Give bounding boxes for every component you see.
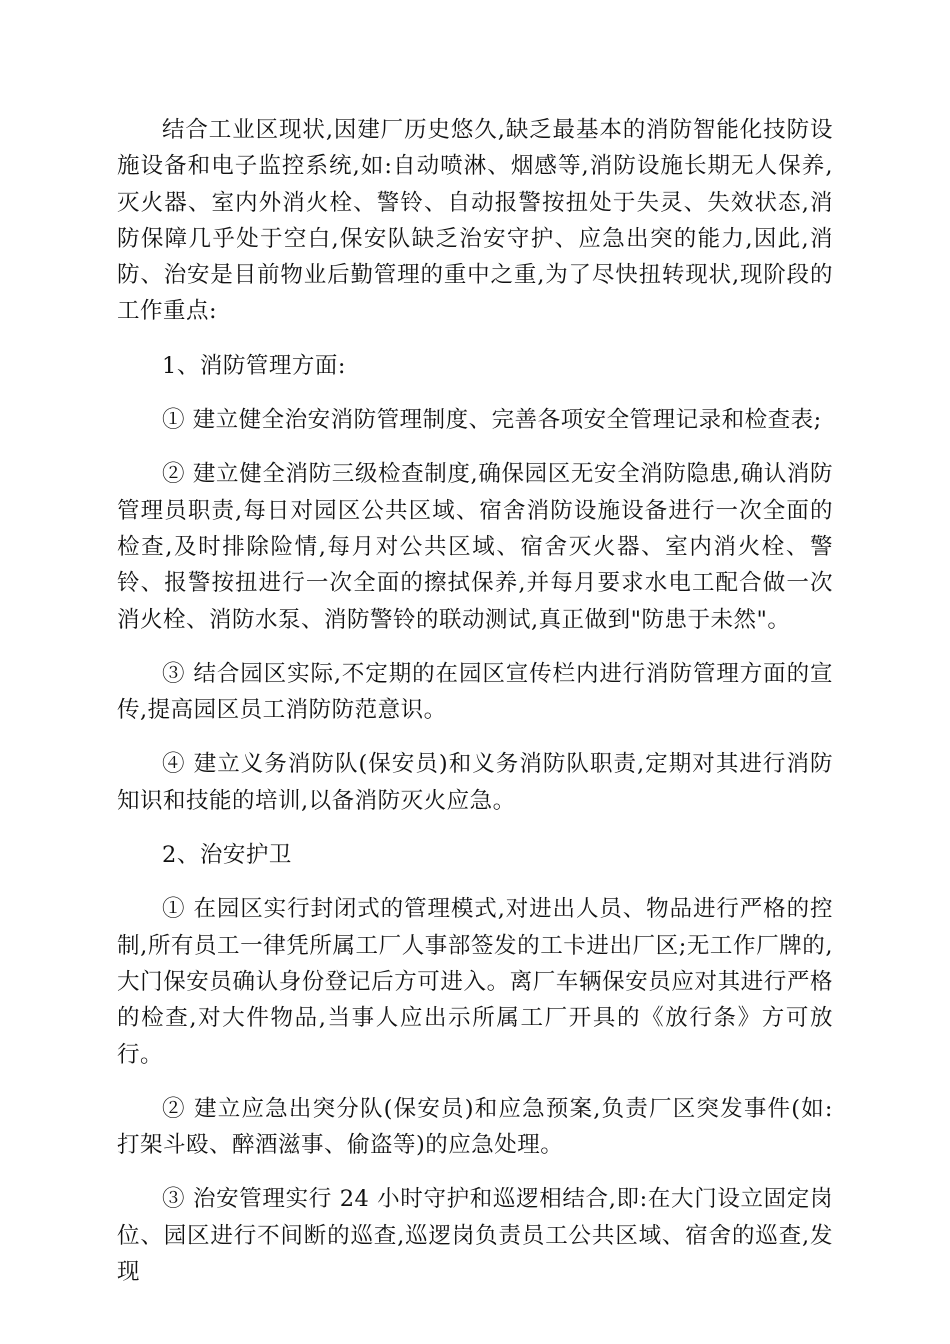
paragraph-fire-item-4: ④ 建立义务消防队(保安员)和义务消防队职责,定期对其进行消防知识和技能的培训,以备消防灭火应急。 [117,751,833,814]
paragraph-security-item-1: ① 在园区实行封闭式的管理模式,对进出人员、物品进行严格的控制,所有员工一律凭所属工厂人事部签发的工卡进出厂区;无工作厂牌的,大门保安员确认身份登记后方可进入。离厂车辆保安员应对其进行严格的检查,对大件物品,当事人应出示所属工厂开具的《放行条》方可放行。 [117,896,833,1068]
paragraph-security-item-2: ② 建立应急出突分队(保安员)和应急预案,负责厂区突发事件(如:打架斗殴、醉酒滋事、偷盗等)的应急处理。 [117,1095,833,1159]
heading-security-guard: 2、治安护卫 [162,842,292,869]
document-body [117,112,833,1308]
paragraph-fire-item-3: ③ 结合园区实际,不定期的在园区宣传栏内进行消防管理方面的宣传,提高园区员工消防防范意识。 [117,660,833,724]
paragraph-fire-item-1: ① 建立健全治安消防管理制度、完善各项安全管理记录和检查表; [162,407,822,434]
heading-fire-management: 1、消防管理方面: [162,352,346,379]
paragraph-fire-item-2: ② 建立健全消防三级检查制度,确保园区无安全消防隐患,确认消防管理员职责,每日对园区公共区域、宿舍消防设施设备进行一次全面的检查,及时排除险情,每月对公共区域、宿舍灭火器、室内消火栓、警铃、报警按扭进行一次全面的擦拭保养,并每月要求水电工配合做一次消火栓、消防水泵、消防警铃的联动测试,真正做到"防患于未然"。 [117,461,833,633]
paragraph-security-item-3: ③ 治安管理实行 24 小时守护和巡逻相结合,即:在大门设立固定岗位、园区进行不间断的巡查,巡逻岗负责员工公共区域、宿舍的巡查,发现 [117,1186,833,1286]
paragraph-intro: 结合工业区现状,因建厂历史悠久,缺乏最基本的消防智能化技防设施设备和电子监控系统,如:自动喷淋、烟感等,消防设施长期无人保养,灭火器、室内外消火栓、警铃、自动报警按扭处于失灵、失效状态,消防保障几乎处于空白,保安队缺乏治安守护、应急出突的能力,因此,消防、治安是目前物业后勤管理的重中之重,为了尽快扭转现状,现阶段的工作重点: [117,117,833,325]
